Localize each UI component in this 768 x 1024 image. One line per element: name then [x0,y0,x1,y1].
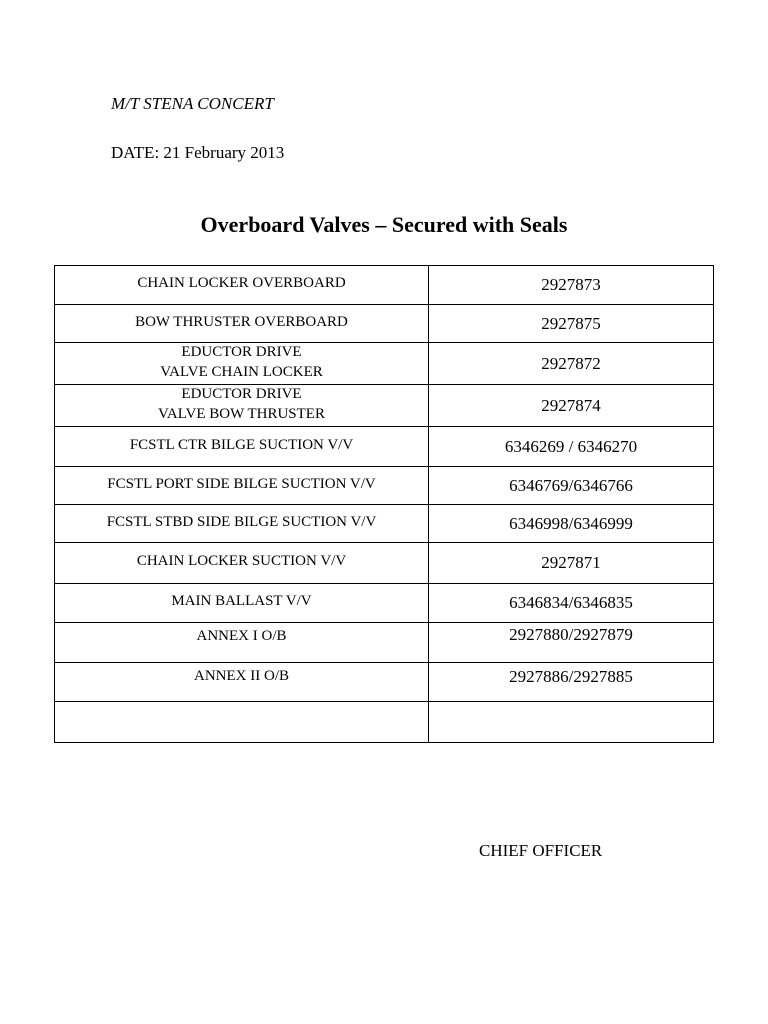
valve-cell [55,543,429,584]
table-row [55,505,714,543]
seal-value: 2927880/2927879 [509,624,633,644]
page-title: Overboard Valves – Secured with Seals [200,212,568,237]
seal-cell: 6346834/6346835 [429,584,714,623]
valve-label: CHAIN LOCKER OVERBOARD [137,275,346,291]
table-row [55,266,714,305]
seal-cell [429,702,714,743]
valve-label: VALVE CHAIN LOCKER [160,363,323,380]
table-row [55,584,714,623]
table-row [55,623,714,663]
valve-label: FCSTL PORT SIDE BILGE SUCTION V/V [107,475,376,492]
valve-cell [55,385,429,427]
table-row [55,467,714,505]
seal-value: 2927886/2927885 [509,667,633,686]
seal-cell: 2927874 [429,385,714,427]
valve-label: ANNEX II O/B [194,668,289,684]
table-row [55,543,714,584]
seal-cell: 2927871 [429,543,714,584]
seal-cell [429,623,714,663]
valve-cell [55,505,429,543]
vessel-name: M/T STENA CONCERT [111,94,274,113]
valve-label: FCSTL CTR BILGE SUCTION V/V [129,436,354,453]
signature-title: CHIEF OFFICER [479,841,603,860]
seal-cell: 2927872 [429,343,714,385]
valve-cell [55,467,429,505]
valve-label: ANNEX I O/B [196,627,287,644]
valve-cell [55,305,429,343]
valve-cell [55,584,429,623]
valve-label: CHAIN LOCKER SUCTION V/V [136,553,347,569]
seal-cell: 6346769/6346766 [429,467,714,505]
valve-label: MAIN BALLAST V/V [171,593,312,609]
document-date: DATE: 21 February 2013 [111,143,285,162]
valve-cell [55,702,429,743]
valve-cell [55,266,429,305]
valve-cell [55,663,429,702]
seals-table [54,265,714,743]
table-row [55,305,714,343]
valve-label: VALVE BOW THRUSTER [158,405,325,422]
valve-cell [55,623,429,663]
valve-label: FCSTL STBD SIDE BILGE SUCTION V/V [106,513,377,530]
table-row [55,663,714,702]
seal-cell: 2927873 [429,266,714,305]
valve-label: BOW THRUSTER OVERBOARD [135,313,348,330]
table-row [55,343,714,385]
seal-cell: 2927875 [429,305,714,343]
seal-cell: 6346998/6346999 [429,505,714,543]
valve-label: EDUCTOR DRIVE [181,385,302,402]
table-row [55,385,714,427]
valve-cell [55,343,429,385]
seal-cell: 6346269 / 6346270 [429,427,714,467]
seal-cell [429,663,714,702]
table-row [55,427,714,467]
valve-cell [55,427,429,467]
table-row [55,702,714,743]
valve-label: EDUCTOR DRIVE [181,343,302,360]
